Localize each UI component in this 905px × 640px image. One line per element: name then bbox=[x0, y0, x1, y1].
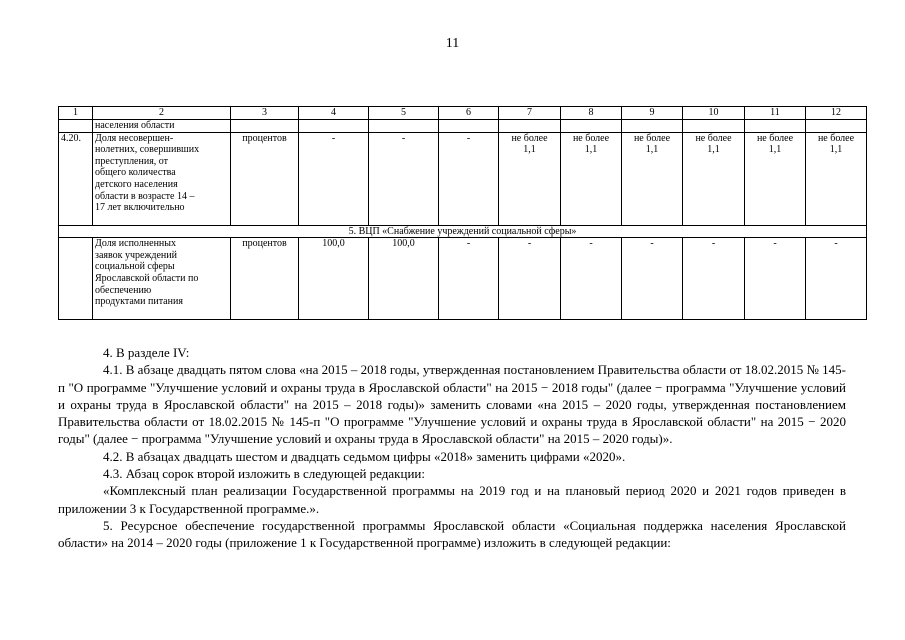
cell-value: - bbox=[745, 238, 806, 320]
cell-value: - bbox=[369, 132, 439, 225]
row-number: 4.20. bbox=[59, 132, 93, 225]
table-row bbox=[59, 120, 867, 133]
cell-value: - bbox=[806, 238, 867, 320]
cell-value: - bbox=[439, 132, 499, 225]
col-header: 12 bbox=[806, 107, 867, 120]
paragraph: «Комплексный план реализации Государственной программы на 2019 год и на плановый период 2020 и 2021 годов приведен в приложении 3 к Государственной программе.». bbox=[58, 483, 846, 516]
paragraph: 4.2. В абзацах двадцать шестом и двадцать седьмом цифры «2018» заменить цифрами «2020». bbox=[103, 448, 626, 464]
col-header: 3 bbox=[231, 107, 299, 120]
section-row bbox=[59, 225, 867, 238]
cell-value: - bbox=[299, 132, 369, 225]
col-header: 1 bbox=[59, 107, 93, 120]
indicator-name: Доля исполненных заявок учреждений социальной сферы Ярославской области по обеспечению продуктами питания bbox=[93, 238, 231, 320]
cell-value: 100,0 bbox=[299, 238, 369, 320]
table-row bbox=[59, 238, 867, 320]
indicator-name: Доля несовершен- нолетних, совершивших преступления, от общего количества детского населения области в возрасте 14 – 17 лет включительно bbox=[93, 132, 231, 225]
indicator-name: населения области bbox=[93, 120, 231, 133]
cell-value: 100,0 bbox=[369, 238, 439, 320]
cell-value: - bbox=[622, 238, 683, 320]
col-header: 10 bbox=[683, 107, 745, 120]
section-title: 5. ВЦП «Снабжение учреждений социальной сферы» bbox=[59, 225, 867, 238]
cell-value: не более 1,1 bbox=[745, 132, 806, 225]
col-header: 7 bbox=[499, 107, 561, 120]
unit: процентов bbox=[231, 132, 299, 225]
unit: процентов bbox=[231, 238, 299, 320]
col-header: 8 bbox=[561, 107, 622, 120]
cell-value: не более 1,1 bbox=[683, 132, 745, 225]
cell-value: - bbox=[683, 238, 745, 320]
cell-value: не более 1,1 bbox=[806, 132, 867, 225]
cell-value: - bbox=[439, 238, 499, 320]
paragraph: 4. В разделе IV: bbox=[103, 345, 190, 360]
paragraph: 4.3. Абзац сорок второй изложить в следующей редакции: bbox=[103, 466, 425, 482]
col-header: 5 bbox=[369, 107, 439, 120]
cell-value: не более 1,1 bbox=[561, 132, 622, 225]
cell-value: не более 1,1 bbox=[499, 132, 561, 225]
cell-value: - bbox=[561, 238, 622, 320]
col-header: 4 bbox=[299, 107, 369, 120]
table-row bbox=[59, 132, 867, 225]
indicator-table bbox=[58, 106, 867, 320]
paragraph: 5. Ресурсное обеспечение государственной программы Ярославской области «Социальная поддержка населения Ярославской области» на 2014 – 2020 годы (приложение 1 к Государственной программе) изложить в следующей редакции: bbox=[58, 517, 846, 551]
col-header: 11 bbox=[745, 107, 806, 120]
col-header: 9 bbox=[622, 107, 683, 120]
cell-value: - bbox=[499, 238, 561, 320]
paragraph: 4.1. В абзаце двадцать пятом слова «на 2015 – 2018 годы, утвержденная постановлением Правительства области от 18.02.2015 № 145-п "О программе "Улучшение условий и охраны труда в Ярославской области" на 2015 − 2018 годы" (далее − программа "Улучшение условий и охраны труда в Ярославской области" на 2015 – 2018 годы)» заменить словами «на 2015 – 2020 годы, утвержденная постановлением Правительства области от 18.02.2015 № 145-п "О программе "Улучшение условий и охраны труда в Ярославской области" на 2015 − 2020 годы" (далее − программа "Улучшение условий и охраны труда в Ярославской области" на 2015 – 2020 годы)». bbox=[58, 362, 846, 447]
page-number: 11 bbox=[445, 36, 460, 51]
col-header: 2 bbox=[93, 107, 231, 120]
document-body bbox=[58, 344, 846, 552]
row-number bbox=[59, 238, 93, 320]
cell-value: не более 1,1 bbox=[622, 132, 683, 225]
table-header-row bbox=[59, 107, 867, 120]
col-header: 6 bbox=[439, 107, 499, 120]
